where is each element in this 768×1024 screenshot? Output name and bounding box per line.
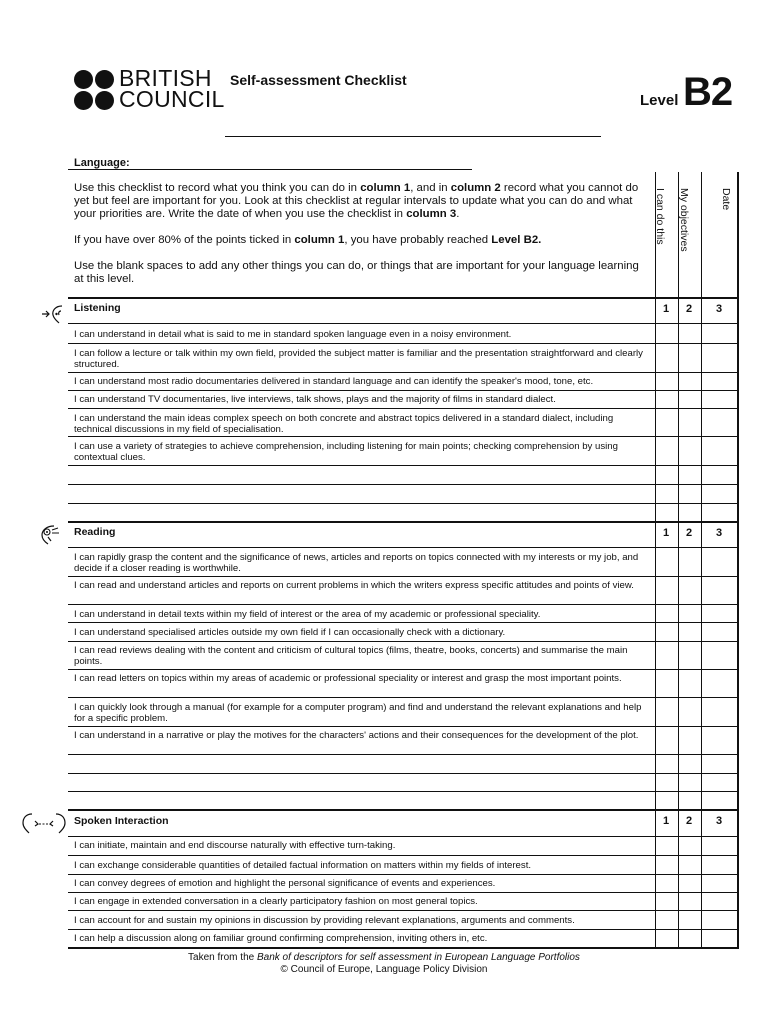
listening-item-2: I can follow a lecture or talk within my own field, provided the subject matter is familiar and the presentation straightforward and clearly structured. [74,348,643,370]
col-number-2: 2 [685,815,693,827]
ear-listening-icon [40,304,68,324]
footer [0,952,768,976]
instructions-paragraph-2: If you have over 80% of the points ticked in column 1, you have probably reached Level B2. [74,234,542,246]
listening-item-4: I can understand TV documentaries, live interviews, talk shows, plays and the majority of films in standard dialect. [74,394,556,405]
col-number-2: 2 [685,303,693,315]
spoken-item-6: I can help a discussion along on familiar ground confirming comprehension, inviting others in, etc. [74,933,488,944]
row-line [68,503,738,504]
row-line [68,836,738,837]
instructions-paragraph-1: Use this checklist to record what you think you can do in column 1, and in column 2 record what you cannot do yet but feel are important for you. Look at this checklist at regular intervals to update what you can do and what your priorities are. Write the date of when you use the checklist in column 3. [74,182,639,220]
row-line [68,697,738,698]
reading-item-1: I can rapidly grasp the content and the significance of news, articles and reports on topics connected with my interests or my job, and decide if a closer reading is worthwhile. [74,552,639,574]
footer-source: Taken from the Bank of descriptors for self assessment in European Language Portfolios [188,952,580,963]
instructions-paragraph-3: Use the blank spaces to add any other things you can do, or things that are important for your language learning at this level. [74,260,639,285]
reading-item-4: I can understand specialised articles outside my own field if I can occasionally check with a dictionary. [74,627,506,638]
row-line [68,547,738,548]
row-line [68,855,738,856]
spoken-item-3: I can convey degrees of emotion and highlight the personal significance of events and experiences. [74,878,496,889]
spoken-item-1: I can initiate, maintain and end discourse naturally with effective turn-taking. [74,840,396,851]
language-label: Language: [74,157,130,169]
document-title: Self-assessment Checklist [230,72,407,88]
row-line [68,604,738,605]
column-divider-3 [701,172,702,948]
table-bottom-border [68,947,739,949]
listening-item-1: I can understand in detail what is said to me in standard spoken language even in a noisy environment. [74,329,512,340]
language-field-line [68,169,472,170]
column-header-date: Date [720,188,732,211]
row-line [68,791,738,792]
row-line [68,754,738,755]
level-label: Level [640,92,679,109]
reading-item-3: I can understand in detail texts within my field of interest or the area of my academic or professional speciality. [74,609,541,620]
row-line [68,343,738,344]
row-line [68,436,738,437]
row-line [68,323,738,324]
row-line [68,773,738,774]
col-number-1: 1 [662,303,670,315]
british-council-logo [74,65,225,112]
col-number-3: 3 [715,815,723,827]
column-header-objectives: My objectives [678,188,690,252]
reading-item-2: I can read and understand articles and reports on current problems in which the writers express specific attitudes and points of view. [74,580,634,591]
eye-reading-icon [38,524,64,546]
row-line [68,390,738,391]
row-line [68,929,738,930]
section-divider-listening [68,297,739,299]
row-line [68,892,738,893]
row-line [68,408,738,409]
table-right-border [737,172,739,948]
row-line [68,622,738,623]
row-line [68,465,738,466]
listening-item-6: I can use a variety of strategies to achieve comprehension, including listening for main points; checking comprehension by using contextual clues. [74,441,618,463]
reading-item-6: I can read letters on topics within my areas of academic or professional speciality or interest and grasp the most important points. [74,673,622,684]
logo-dots-icon [74,70,114,110]
reading-item-7: I can quickly look through a manual (for example for a computer program) and find and understand the relevant explanations and help for a specific problem. [74,702,642,724]
title-underline [225,136,601,137]
col-number-3: 3 [715,527,723,539]
spoken-item-2: I can exchange considerable quantities of detailed factual information on matters within my fields of interest. [74,860,532,871]
reading-item-5: I can read reviews dealing with the content and criticism of cultural topics (films, theatre, books, concerts) and summarise the main points. [74,645,628,667]
spoken-item-4: I can engage in extended conversation in a clearly participatory fashion on most general topics. [74,896,478,907]
section-divider-reading [68,521,739,523]
row-line [68,484,738,485]
section-title-spoken-interaction: Spoken Interaction [74,815,169,827]
col-number-1: 1 [662,527,670,539]
row-line [68,372,738,373]
logo-line-1: BRITISH [119,65,212,91]
listening-item-5: I can understand the main ideas complex speech on both concrete and abstract topics delivered in a standard dialect, including technical discussions in my field of specialisation. [74,413,614,435]
listening-item-3: I can understand most radio documentaries delivered in standard language and can identify the speaker's mood, tone, etc. [74,376,594,387]
section-title-listening: Listening [74,302,121,314]
level-value: B2 [683,70,733,114]
col-number-2: 2 [685,527,693,539]
reading-item-8: I can understand in a narrative or play the motives for the characters' actions and their consequences for the development of the plot. [74,730,639,741]
section-divider-spoken [68,809,739,811]
column-divider-2 [678,172,679,948]
logo-wordmark [119,65,225,112]
two-heads-talking-icon [20,812,68,836]
row-line [68,726,738,727]
row-line [68,910,738,911]
row-line [68,641,738,642]
row-line [68,576,738,577]
instructions [74,182,650,299]
column-header-can-do: I can do this [654,188,666,245]
col-number-3: 3 [715,303,723,315]
row-line [68,874,738,875]
section-title-reading: Reading [74,526,116,538]
spoken-item-5: I can account for and sustain my opinions in discussion by providing relevant explanations, arguments and comments. [74,915,575,926]
row-line [68,669,738,670]
column-divider-1 [655,172,656,948]
logo-line-2: COUNCIL [119,86,225,112]
footer-copyright: © Council of Europe, Language Policy Division [280,964,488,975]
col-number-1: 1 [662,815,670,827]
